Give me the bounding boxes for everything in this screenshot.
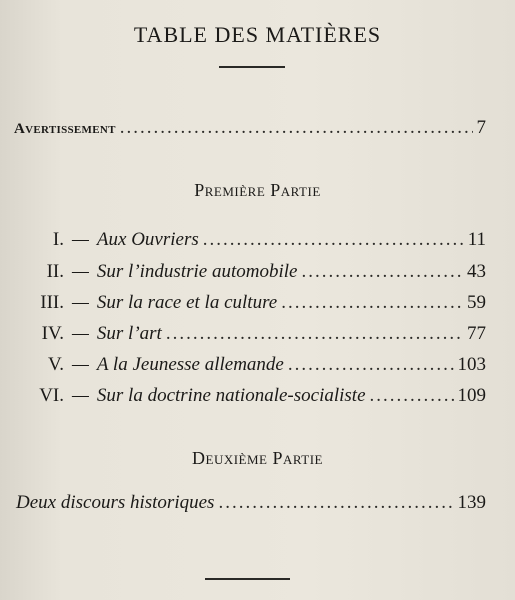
leader-dots xyxy=(120,117,473,139)
chapter-number: V. xyxy=(47,354,64,375)
chapter-number: IV. xyxy=(41,323,64,344)
chapter-dash: — xyxy=(72,292,89,313)
part-one-heading: Première Partie xyxy=(194,180,321,200)
chapter-number: I. xyxy=(52,229,64,250)
toc-entry-label: Aux Ouvriers xyxy=(96,229,199,250)
toc-entry xyxy=(16,492,486,514)
leader-dots xyxy=(370,385,454,407)
part-two-heading: Deuxième Partie xyxy=(192,448,323,468)
toc-entry xyxy=(8,323,486,345)
toc-entry-page: 139 xyxy=(457,492,486,513)
page-title: TABLE DES MATIÈRES xyxy=(133,22,382,47)
leader-dots xyxy=(218,492,453,514)
leader-dots xyxy=(301,261,463,283)
toc-entry xyxy=(8,292,486,314)
toc-entry xyxy=(20,261,486,283)
toc-entry-label: Sur la doctrine nationale-socialiste xyxy=(96,385,366,406)
toc-entry-label: Sur l’art xyxy=(96,323,162,344)
toc-entry-avertissement xyxy=(14,117,486,139)
toc-entry-label: Sur l’industrie automobile xyxy=(96,261,298,282)
toc-entry-page: 59 xyxy=(467,292,486,313)
toc-entry-label: A la Jeunesse allemande xyxy=(96,354,284,375)
leader-dots xyxy=(288,354,454,376)
chapter-dash: — xyxy=(72,229,89,250)
title-divider xyxy=(219,66,285,68)
toc-entry-label: Deux discours historiques xyxy=(16,492,215,513)
leader-dots xyxy=(203,229,464,251)
toc-entry-page: 77 xyxy=(467,323,486,344)
chapter-dash: — xyxy=(72,323,89,344)
chapter-dash: — xyxy=(72,354,89,375)
end-divider xyxy=(205,578,290,580)
toc-entry-page: 43 xyxy=(467,261,486,282)
toc-entry xyxy=(8,354,486,376)
toc-entry xyxy=(20,229,486,251)
chapter-number: III. xyxy=(40,292,64,313)
toc-entry-label: Sur la race et la culture xyxy=(96,292,278,313)
toc-entry-page: 109 xyxy=(457,385,486,406)
leader-dots xyxy=(166,323,463,345)
chapter-number: VI. xyxy=(39,385,64,406)
chapter-dash: — xyxy=(72,385,89,406)
toc-entry-label: Avertissement xyxy=(14,121,116,137)
chapter-dash: — xyxy=(72,261,89,282)
toc-entry-page: 7 xyxy=(476,117,486,138)
toc-entry-page: 11 xyxy=(467,229,486,250)
toc-entry-page: 103 xyxy=(457,354,486,375)
toc-entry xyxy=(8,385,486,407)
chapter-number: II. xyxy=(46,261,64,282)
leader-dots xyxy=(281,292,463,314)
